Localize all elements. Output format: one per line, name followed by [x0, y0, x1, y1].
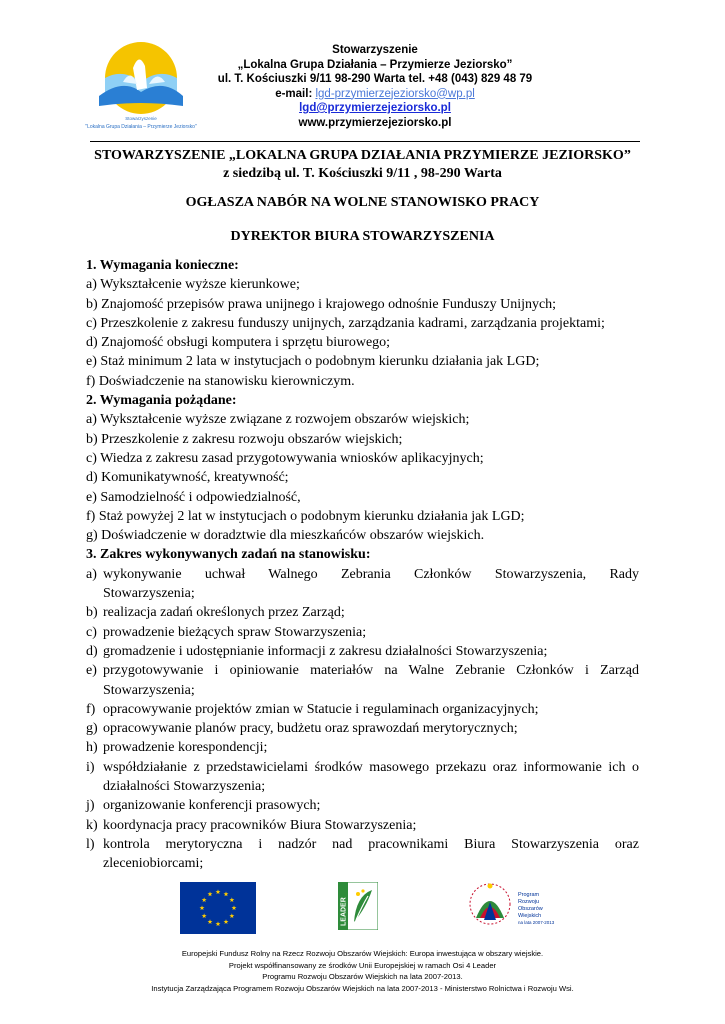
list-item-line-2: działalności Stowarzyszenia;	[103, 779, 266, 795]
prow-line-1: Program	[518, 892, 540, 898]
list-item	[86, 835, 639, 874]
list-item	[86, 603, 639, 622]
leader-logo-icon	[338, 882, 378, 930]
list-item-line-1: gromadzenie i udostępnianie informacji z zakresu działalności Stowarzyszenia;	[103, 643, 548, 659]
list-item: e) Samodzielność i odpowiedzialność,	[86, 489, 301, 505]
list-item	[86, 758, 639, 797]
list-item-line-1: współdziałanie z przedstawicielami środków masowego przekazu oraz informowanie ich o	[103, 759, 639, 775]
list-item-label: b)	[86, 605, 98, 621]
section-2-title: 2. Wymagania pożądane:	[86, 393, 237, 409]
list-item: d) Znajomość obsługi komputera i sprzętu biurowego;	[86, 335, 391, 351]
footer-line-3: Programu Rozwoju Obszarów Wiejskich na lata 2007-2013.	[262, 972, 463, 981]
list-item: a) Wykształcenie wyższe kierunkowe;	[86, 277, 300, 293]
list-item-label: l)	[86, 836, 95, 852]
email-prefix: e-mail:	[275, 87, 316, 100]
list-item-text	[103, 758, 639, 797]
list-item-text	[103, 603, 639, 622]
list-item-line-1: opracowywanie planów pracy, budżetu oraz sprawozdań merytorycznych;	[103, 721, 518, 737]
list-item-line-2: zleceniobiorcami;	[103, 856, 204, 872]
list-item-text	[103, 719, 639, 738]
eu-flag-icon	[180, 882, 256, 934]
lgd-logo	[83, 38, 201, 138]
list-item-text	[103, 565, 639, 604]
logo-caption-2: "Lokalna Grupa Działania – Przymierze Jeziorsko"	[85, 124, 197, 130]
section-3-list	[86, 565, 639, 874]
website-text[interactable]: www.przymierzejeziorsko.pl	[298, 116, 452, 129]
list-item	[86, 565, 639, 604]
list-item-line-1: opracowywanie projektów zmian w Statucie i regulaminach organizacyjnych;	[103, 701, 539, 717]
list-item: c) Wiedza z zakresu zasad przygotowywania wniosków aplikacyjnych;	[86, 450, 484, 466]
list-item: c) Przeszkolenie z zakresu funduszy unijnych, zarządzania kadrami, zarządzania projektami;	[86, 315, 605, 331]
list-item-label: g)	[86, 721, 98, 737]
list-item	[86, 796, 639, 815]
email-link-1[interactable]: lgd-przymierzejeziorsko@wp.pl	[315, 87, 475, 100]
list-item-label: h)	[86, 740, 98, 756]
footer-line-4: Instytucja Zarządzająca Programem Rozwoju Obszarów Wiejskich na lata 2007-2013 - Ministerstwo Rolnictwa i Rozwoju Wsi.	[151, 983, 574, 993]
list-item-label: c)	[86, 624, 97, 640]
list-item-text	[103, 642, 639, 661]
list-item-text	[103, 796, 639, 815]
footer-line-2: Projekt współfinansowany ze środków Unii Europejskiej w ramach Osi 4 Leader	[228, 960, 497, 970]
letterhead-divider	[90, 141, 640, 142]
list-item-line-1: wykonywanie uchwał Walnego Zebrania Członków Stowarzyszenia, Rady	[103, 566, 639, 582]
prow-line-4: Wiejskich	[518, 913, 542, 919]
prow-logo-icon	[466, 874, 558, 932]
letterhead	[0, 0, 725, 142]
list-item	[86, 623, 639, 642]
list-item-label: d)	[86, 643, 98, 659]
footer-line-1: Europejski Fundusz Rolny na Rzecz Rozwoju Obszarów Wiejskich: Europa inwestująca w obszary wiejskie.	[181, 949, 544, 958]
list-item	[86, 738, 639, 757]
list-item	[86, 661, 639, 700]
letterhead-address: ul. T. Kościuszki 9/11 98-290 Warta tel. +48 (043) 829 48 79	[217, 73, 533, 85]
announcement-heading: OGŁASZA NABÓR NA WOLNE STANOWISKO PRACY	[185, 195, 540, 210]
list-item-text	[103, 835, 639, 874]
list-item-line-1: organizowanie konferencji prasowych;	[103, 798, 321, 814]
list-item-line-2: Stowarzyszenia;	[103, 682, 195, 698]
list-item	[86, 642, 639, 661]
list-item-label: f)	[86, 701, 96, 717]
section-3-title: 3. Zakres wykonywanych zadań na stanowisku:	[86, 547, 371, 563]
position-heading: DYREKTOR BIURA STOWARZYSZENIA	[230, 229, 495, 244]
logo-caption-1: Stowarzyszenie	[125, 116, 157, 121]
section-1-title: 1. Wymagania konieczne:	[86, 258, 239, 273]
list-item-text	[103, 623, 639, 642]
list-item-line-1: kontrola merytoryczna i nadzór nad pracownikami Biura Stowarzyszenia oraz	[103, 836, 639, 852]
list-item-line-1: prowadzenie korespondencji;	[103, 740, 268, 756]
list-item-text	[103, 661, 639, 700]
list-item: f) Staż powyżej 2 lat w instytucjach o podobnym kierunku działania jak LGD;	[86, 508, 525, 524]
prow-line-3: Obszarów	[518, 906, 543, 912]
org-name-heading: STOWARZYSZENIE „LOKALNA GRUPA DZIAŁANIA PRZYMIERZE JEZIORSKO”	[94, 148, 631, 163]
list-item-line-1: realizacja zadań określonych przez Zarząd;	[103, 605, 345, 621]
list-item-text	[103, 816, 639, 835]
list-item	[86, 816, 639, 835]
letterhead-line-1: Stowarzyszenie	[332, 44, 418, 56]
list-item: b) Przeszkolenie z zakresu rozwoju obszarów wiejskich;	[86, 431, 403, 447]
email-link-2[interactable]: lgd@przymierzejeziorsko.pl	[299, 102, 451, 114]
list-item-line-1: prowadzenie bieżących spraw Stowarzyszenia;	[103, 624, 367, 640]
list-item-label: j)	[86, 798, 95, 814]
prow-line-5: na lata 2007-2013	[518, 920, 555, 925]
list-item: f) Doświadczenie na stanowisku kierowniczym.	[86, 373, 355, 389]
list-item: g) Doświadczenie w doradztwie dla mieszkańców obszarów wiejskich.	[86, 528, 485, 544]
org-address-heading: z siedzibą ul. T. Kościuszki 9/11 , 98-290 Warta	[223, 166, 502, 181]
list-item: e) Staż minimum 2 lata w instytucjach o podobnym kierunku działania jak LGD;	[86, 354, 540, 370]
list-item-label: i)	[86, 759, 95, 775]
job-requirements	[86, 256, 639, 874]
list-item: a) Wykształcenie wyższe związane z rozwojem obszarów wiejskich;	[86, 412, 470, 428]
list-item: d) Komunikatywność, kreatywność;	[86, 470, 289, 486]
list-item-label: e)	[86, 663, 97, 679]
list-item	[86, 700, 639, 719]
list-item-line-2: Stowarzyszenia;	[103, 586, 195, 602]
footer	[0, 948, 725, 994]
letterhead-email-row	[215, 87, 535, 102]
list-item-label: k)	[86, 817, 98, 833]
letterhead-text	[215, 43, 535, 130]
list-item-line-1: koordynacja pracy pracowników Biura Stowarzyszenia;	[103, 817, 417, 833]
letterhead-line-2: „Lokalna Grupa Działania – Przymierze Jeziorsko”	[237, 58, 513, 71]
list-item-line-1: przygotowywanie i opiniowanie materiałów na Walne Zebranie Członków i Zarząd	[103, 663, 639, 679]
prow-line-2: Rozwoju	[518, 899, 540, 905]
list-item-label: a)	[86, 566, 97, 582]
leader-label: LEADER	[340, 897, 348, 926]
list-item	[86, 719, 639, 738]
list-item-text	[103, 738, 639, 757]
list-item-text	[103, 700, 639, 719]
list-item: b) Znajomość przepisów prawa unijnego i krajowego odnośnie Funduszy Unijnych;	[86, 296, 557, 312]
